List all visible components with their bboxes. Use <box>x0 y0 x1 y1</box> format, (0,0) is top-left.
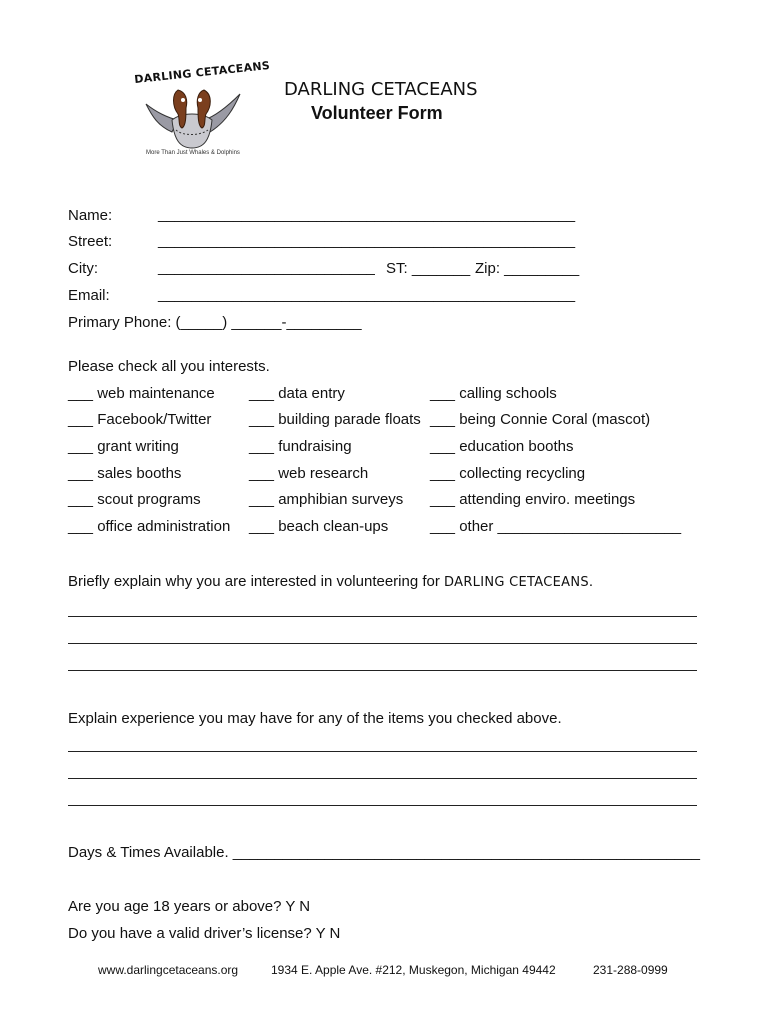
interest-option[interactable]: ___ amphibian surveys <box>249 491 404 508</box>
page-title: DARLING CETACEANS <box>284 79 478 100</box>
state-field[interactable]: ST: _______ <box>386 260 471 277</box>
availability-field[interactable]: Days & Times Available. ________________________________________________________ <box>68 844 700 861</box>
street-field[interactable]: __________________________________________________ <box>158 232 576 249</box>
email-label: Email: <box>68 287 110 304</box>
why-prompt-period: . <box>588 573 594 590</box>
interest-option[interactable]: ___ web maintenance <box>68 385 215 402</box>
name-label: Name: <box>68 207 113 224</box>
logo-tagline: More Than Just Whales & Dolphins <box>146 150 240 156</box>
interest-option[interactable]: ___ attending enviro. meetings <box>430 491 636 508</box>
experience-answer-line[interactable] <box>68 805 697 806</box>
why-prompt-text: Briefly explain why you are interested in volunteering for <box>68 573 440 590</box>
interest-option[interactable]: ___ being Connie Coral (mascot) <box>430 411 651 428</box>
interest-option[interactable]: ___ scout programs <box>68 491 201 508</box>
logo-name: DARLING CETACEANS <box>133 58 271 87</box>
city-field[interactable]: __________________________ <box>158 259 375 276</box>
footer-website: www.darlingcetaceans.org <box>98 963 239 977</box>
interest-option[interactable]: ___ office administration <box>68 518 231 535</box>
interest-option[interactable]: ___ Facebook/Twitter <box>68 411 212 428</box>
license-question[interactable]: Do you have a valid driver’s license? Y N <box>68 925 341 942</box>
interest-option[interactable]: ___ data entry <box>249 385 345 402</box>
interest-option[interactable]: ___ education booths <box>430 438 574 455</box>
interest-option[interactable]: ___ other ______________________ <box>430 518 682 535</box>
interest-option[interactable]: ___ web research <box>249 465 369 482</box>
why-prompt-org: DARLING CETACEANS <box>444 575 589 590</box>
interest-option[interactable]: ___ sales booths <box>68 465 182 482</box>
interest-option[interactable]: ___ collecting recycling <box>430 465 586 482</box>
interest-option[interactable]: ___ grant writing <box>68 438 179 455</box>
page-subtitle: Volunteer Form <box>311 103 443 123</box>
experience-answer-line[interactable] <box>68 751 697 752</box>
logo <box>128 58 271 170</box>
city-label: City: <box>68 260 98 277</box>
why-answer-line[interactable] <box>68 670 697 671</box>
age-question[interactable]: Are you age 18 years or above? Y N <box>68 898 311 915</box>
experience-prompt: Explain experience you may have for any of the items you checked above. <box>68 710 562 727</box>
interest-option[interactable]: ___ calling schools <box>430 385 557 402</box>
why-answer-line[interactable] <box>68 643 697 644</box>
interest-option[interactable]: ___ beach clean-ups <box>249 518 389 535</box>
why-prompt <box>68 573 593 590</box>
footer-address: 1934 E. Apple Ave. #212, Muskegon, Michigan 49442 <box>271 963 556 977</box>
zip-field[interactable]: Zip: _________ <box>475 260 580 277</box>
phone-field[interactable]: Primary Phone: (_____) ______-_________ <box>68 314 362 331</box>
interests-prompt: Please check all you interests. <box>68 358 270 375</box>
why-answer-line[interactable] <box>68 616 697 617</box>
email-field[interactable]: __________________________________________________ <box>158 286 576 303</box>
name-field[interactable]: __________________________________________________ <box>158 206 576 223</box>
experience-answer-line[interactable] <box>68 778 697 779</box>
interest-option[interactable]: ___ building parade floats <box>249 411 421 428</box>
street-label: Street: <box>68 233 113 250</box>
footer-phone: 231-288-0999 <box>593 963 668 977</box>
interest-option[interactable]: ___ fundraising <box>249 438 352 455</box>
